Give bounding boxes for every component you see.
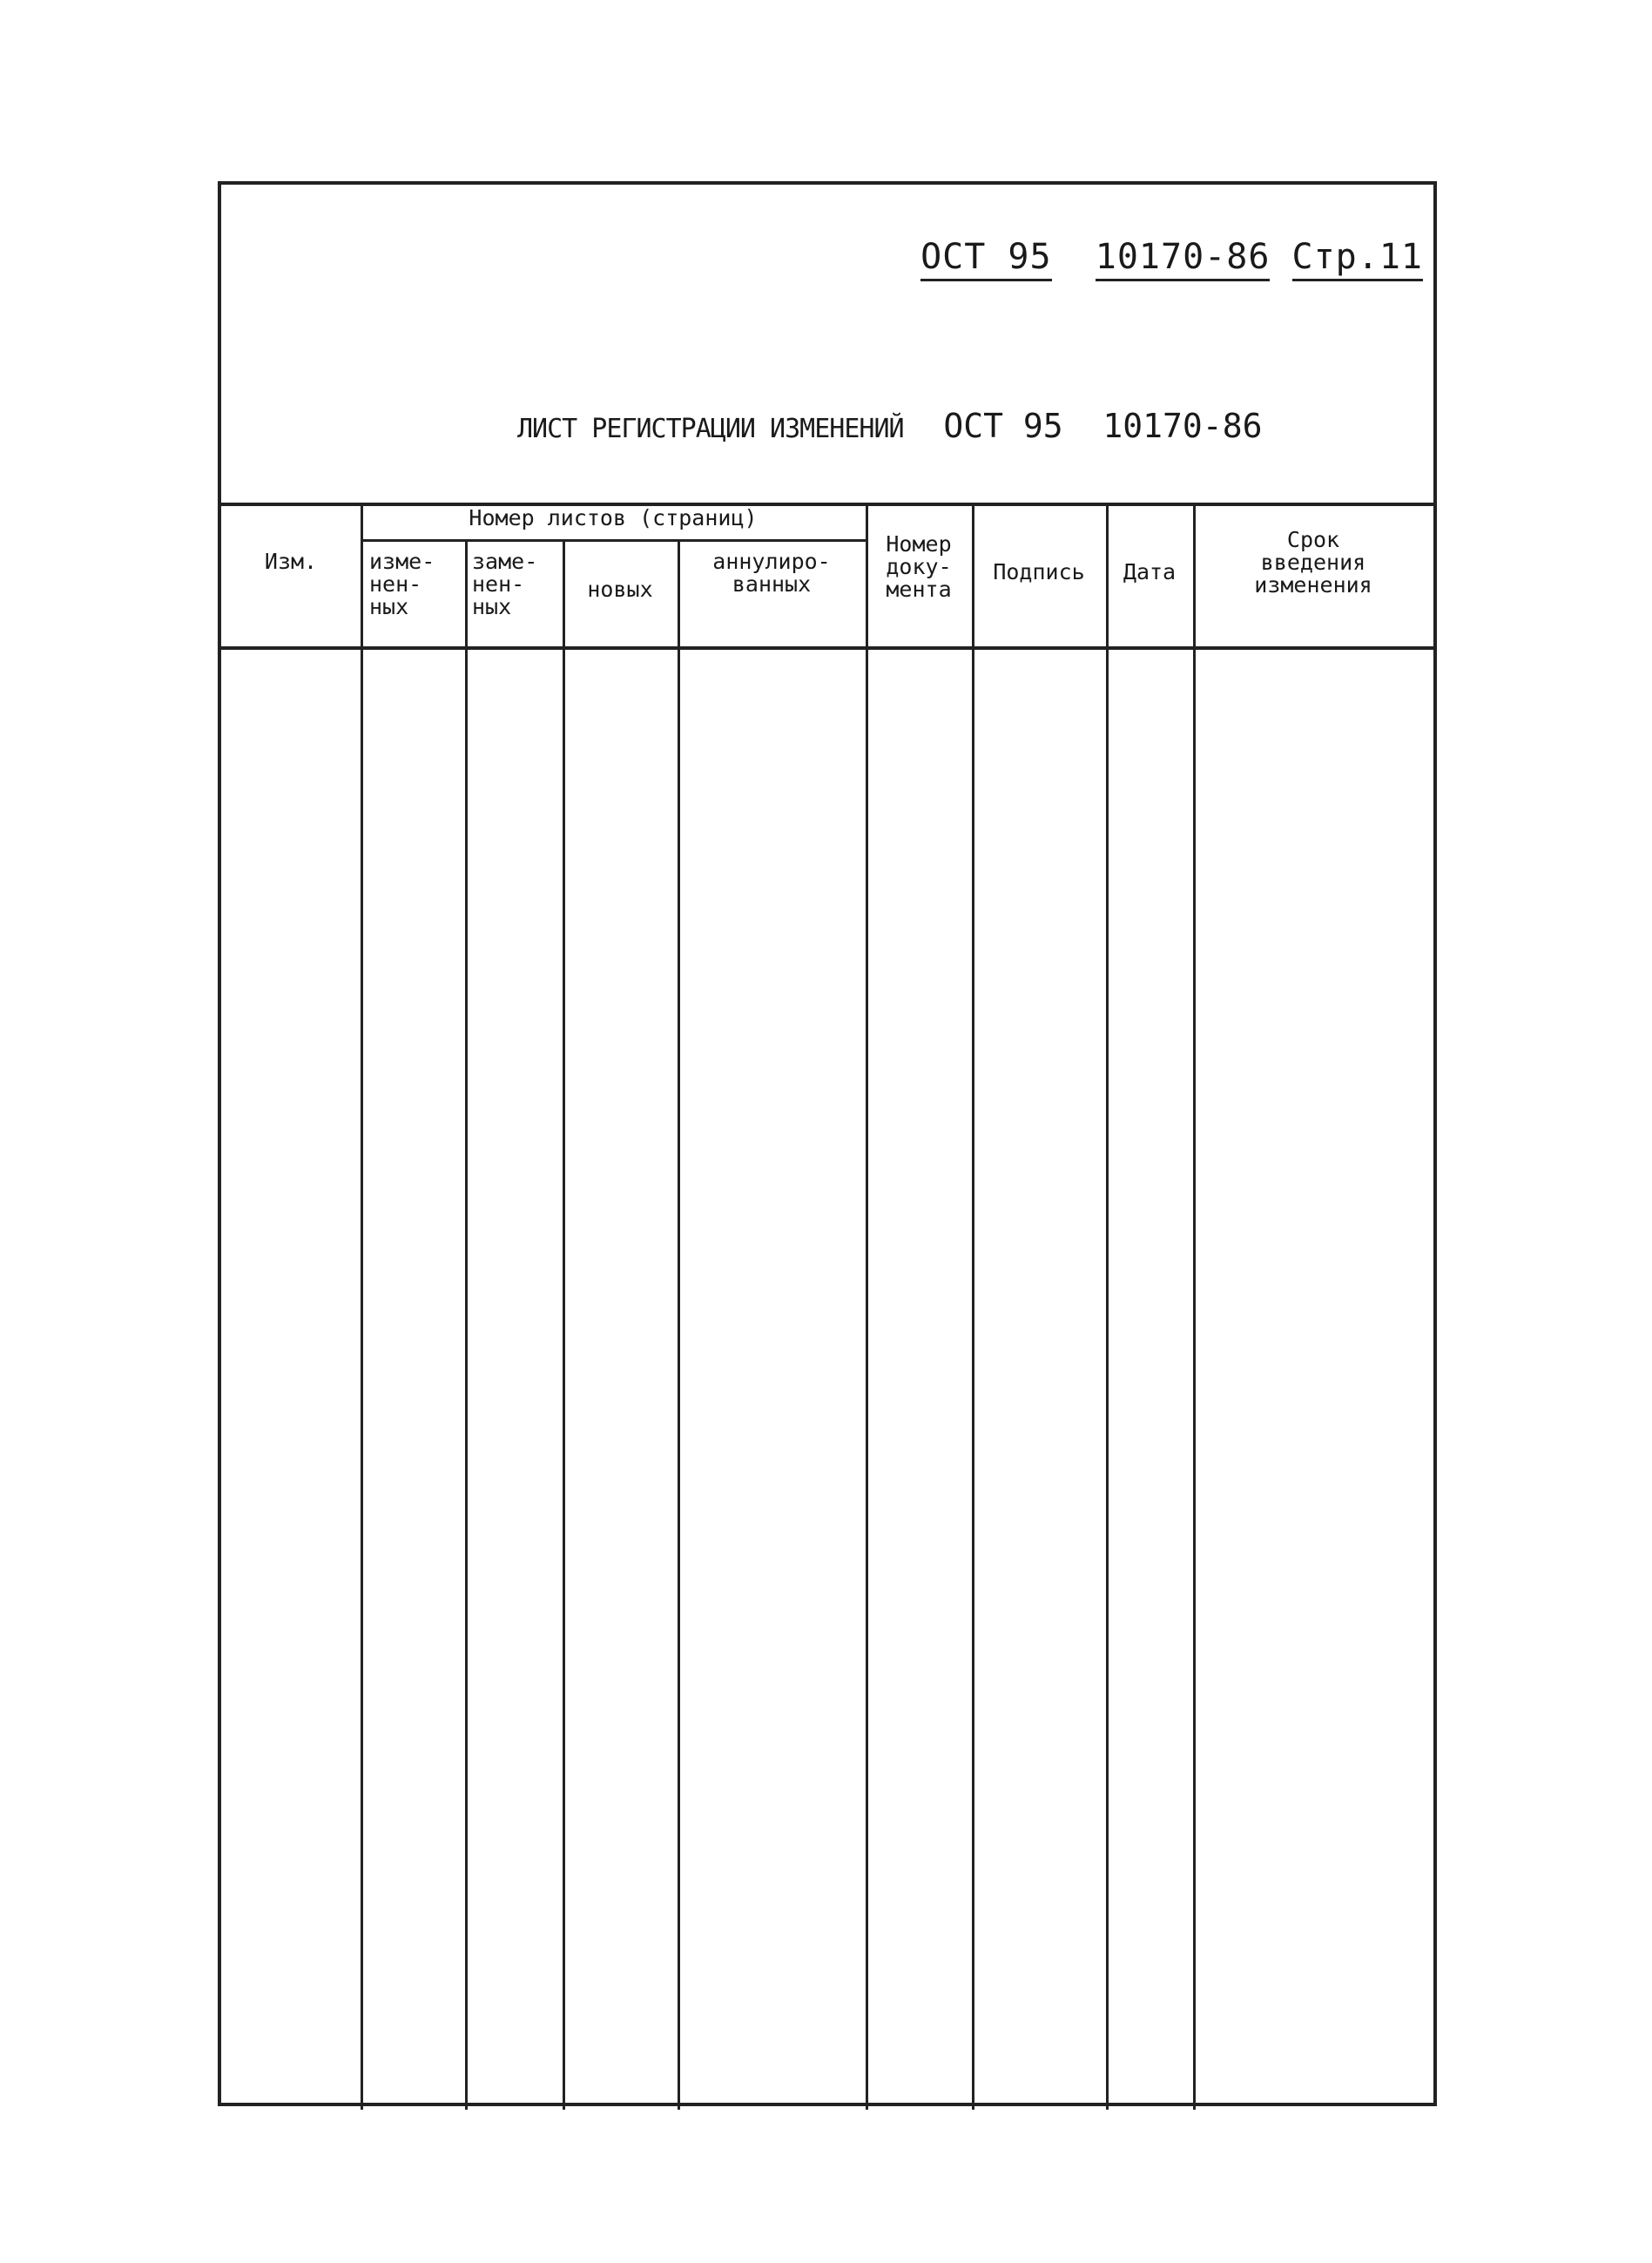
header-signature: Подпись [993,559,1085,584]
title-text: ЛИСТ РЕГИСТРАЦИИ ИЗМЕНЕНИЙ [517,414,904,444]
header-replaced: заме- нен- ных [472,549,538,619]
col-line [465,539,468,2110]
title-doc-prefix: ОСТ 95 [943,407,1063,445]
doc-number: 10170-86 [1096,237,1271,281]
group-separator [361,539,866,542]
col-line [563,539,565,2110]
col-line [1193,503,1196,2110]
header-date: Дата [1123,559,1177,584]
header-sheets-group: Номер листов (страниц) [469,505,758,530]
doc-prefix: ОСТ 95 [920,237,1052,281]
page-frame [218,181,1437,2106]
page-reference: Стр.11 [1292,237,1424,281]
col-line [361,503,363,2110]
header-changed: изме- нен- ных [369,549,435,619]
document-code [920,237,1423,277]
header-cancelled: аннулиро- ванных [712,549,831,597]
sheet-title [517,407,1262,445]
col-line [1106,503,1109,2110]
title-doc-number: 10170-86 [1102,407,1263,445]
header-deadline: Срок введения изменения [1254,527,1372,598]
header-change: Изм. [264,549,318,574]
header-new: новых [587,577,653,602]
col-line [678,539,680,2110]
col-line [972,503,974,2110]
col-line [866,503,868,2110]
table-header-bottom-border [221,646,1433,650]
table-top-border [221,503,1433,506]
header-doc-number: Номер доку- мента [886,531,952,602]
